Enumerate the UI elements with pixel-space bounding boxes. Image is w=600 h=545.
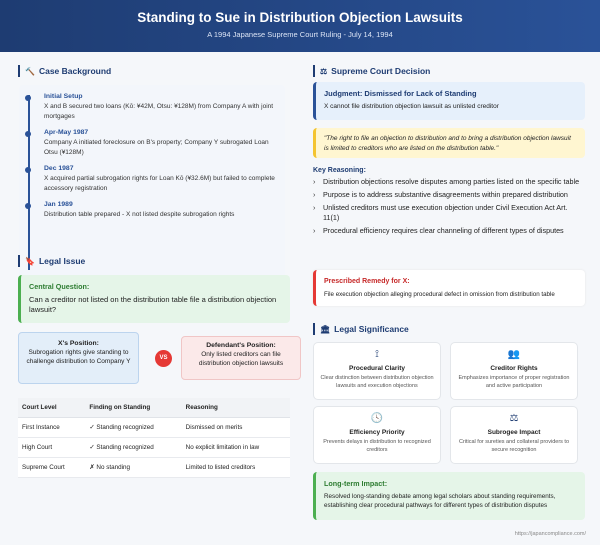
timeline-item: Jan 1989 Distribution table prepared - X not listed despite subrogation rights [33,201,275,220]
remedy-box: Prescribed Remedy for X: File execution objection alleging procedural defect in omission from distribution table [313,270,585,306]
court-findings-table [18,398,290,478]
bookmark-icon: 🔖 [25,256,35,266]
users-icon: 👥 [507,349,521,360]
chevron-right-icon: › [313,177,316,186]
judgment-box: Judgment: Dismissed for Lack of Standing X cannot file distribution objection lawsuit as unlisted creditor [313,82,585,120]
central-question-box: Central Question: Can a creditor not listed on the distribution table file a distribution objection lawsuit? [18,275,290,323]
timeline-item: Dec 1987 X acquired partial subrogation rights for Loan Kō (¥32.6M) but failed to complete accessory registration [33,165,275,193]
section-bar [313,323,315,335]
significance-card: 🕓 Efficiency Priority Prevents delays in distribution to recognized creditors [313,406,441,464]
gavel-icon: 🔨 [25,66,35,76]
decision-heading: ⚖ Supreme Court Decision [313,64,430,78]
timeline-line [28,95,30,270]
defendant-position-card: Defendant's Position: Only listed creditors can file distribution objection lawsuits [181,336,301,380]
list-item: › Unlisted creditors must use execution objection under Civil Execution Act Art. 11(1) [313,203,568,222]
significance-card: ⟟ Procedural Clarity Clear distinction between distribution objection lawsuits and execution objections [313,342,441,400]
table-row: First Instance ✓ Standing recognized Dismissed on merits [18,418,290,438]
table-header-row: Court Level Finding on Standing Reasoning [18,398,290,418]
positions-comparison [18,332,290,384]
footer-url: https://japancompliance.com/ [514,531,586,537]
institution-icon: 🏛 [320,324,331,334]
scale-icon: ⚖ [509,413,519,424]
chevron-right-icon: › [313,190,316,199]
significance-card: ⚖ Subrogee Impact Critical for sureties and collateral providers to secure recognition [450,406,578,464]
table-row: Supreme Court ✗ No standing Limited to listed creditors [18,458,290,478]
scale-icon: ⚖ [320,66,328,76]
list-item: › Purpose is to address substantive disagreements within prepared distribution [313,190,568,199]
list-item: › Distribution objections resolve disputes among parties listed on the specific table [313,177,580,186]
legal-issue-heading: 🔖 Legal Issue [18,254,85,268]
chevron-right-icon: › [313,203,316,212]
list-item: › Procedural efficiency requires clear channeling of different types of disputes [313,226,564,235]
significance-card: 👥 Creditor Rights Emphasizes importance of proper registration and active participation [450,342,578,400]
clock-icon: 🕓 [370,413,384,424]
key-reasoning: Key Reasoning: › Distribution objections resolve disputes among parties listed on the specific table › Purpose is to address substantive disagreements within prepared distribution › Unlisted creditors must use execution objection under Civil Execution Act Art. 11(1) › Procedural efficiency requires clear channeling of different types of disputes [313,167,585,236]
quote-box: "The right to file an objection to distribution and to bring a distribution objection lawsuit is limited to creditors who are listed on the distribution table." [313,128,585,158]
section-bar [18,255,20,267]
x-position-card: X's Position: Subrogation rights give standing to challenge distribution to Company Y [18,332,139,384]
table-row: High Court ✓ Standing recognized No explicit limitation in law [18,438,290,458]
timeline-item: Apr-May 1987 Company A initiated foreclosure on B's property; Company Y subrogated Loan Otsu (¥128M) [33,129,275,157]
chevron-right-icon: › [313,226,316,235]
page-header [0,0,600,52]
page-subtitle: A 1994 Japanese Supreme Court Ruling - July 14, 1994 [207,30,393,39]
significance-heading: 🏛 Legal Significance [313,322,409,336]
timeline-item: Initial Setup X and B secured two loans (Kō: ¥42M, Otsu: ¥128M) from Company A with joint mortgages [33,93,275,121]
long-term-impact-box: Long-term Impact: Resolved long-standing debate among legal scholars about standing requirements, establishing clear procedural pathways for different types of distribution disputes [313,472,585,520]
case-background-heading: 🔨 Case Background [18,64,111,78]
section-bar [18,65,20,77]
page-title: Standing to Sue in Distribution Objection Lawsuits [137,10,463,25]
route-icon: ⟟ [375,349,379,360]
section-bar [313,65,315,77]
vs-badge: VS [155,350,172,367]
